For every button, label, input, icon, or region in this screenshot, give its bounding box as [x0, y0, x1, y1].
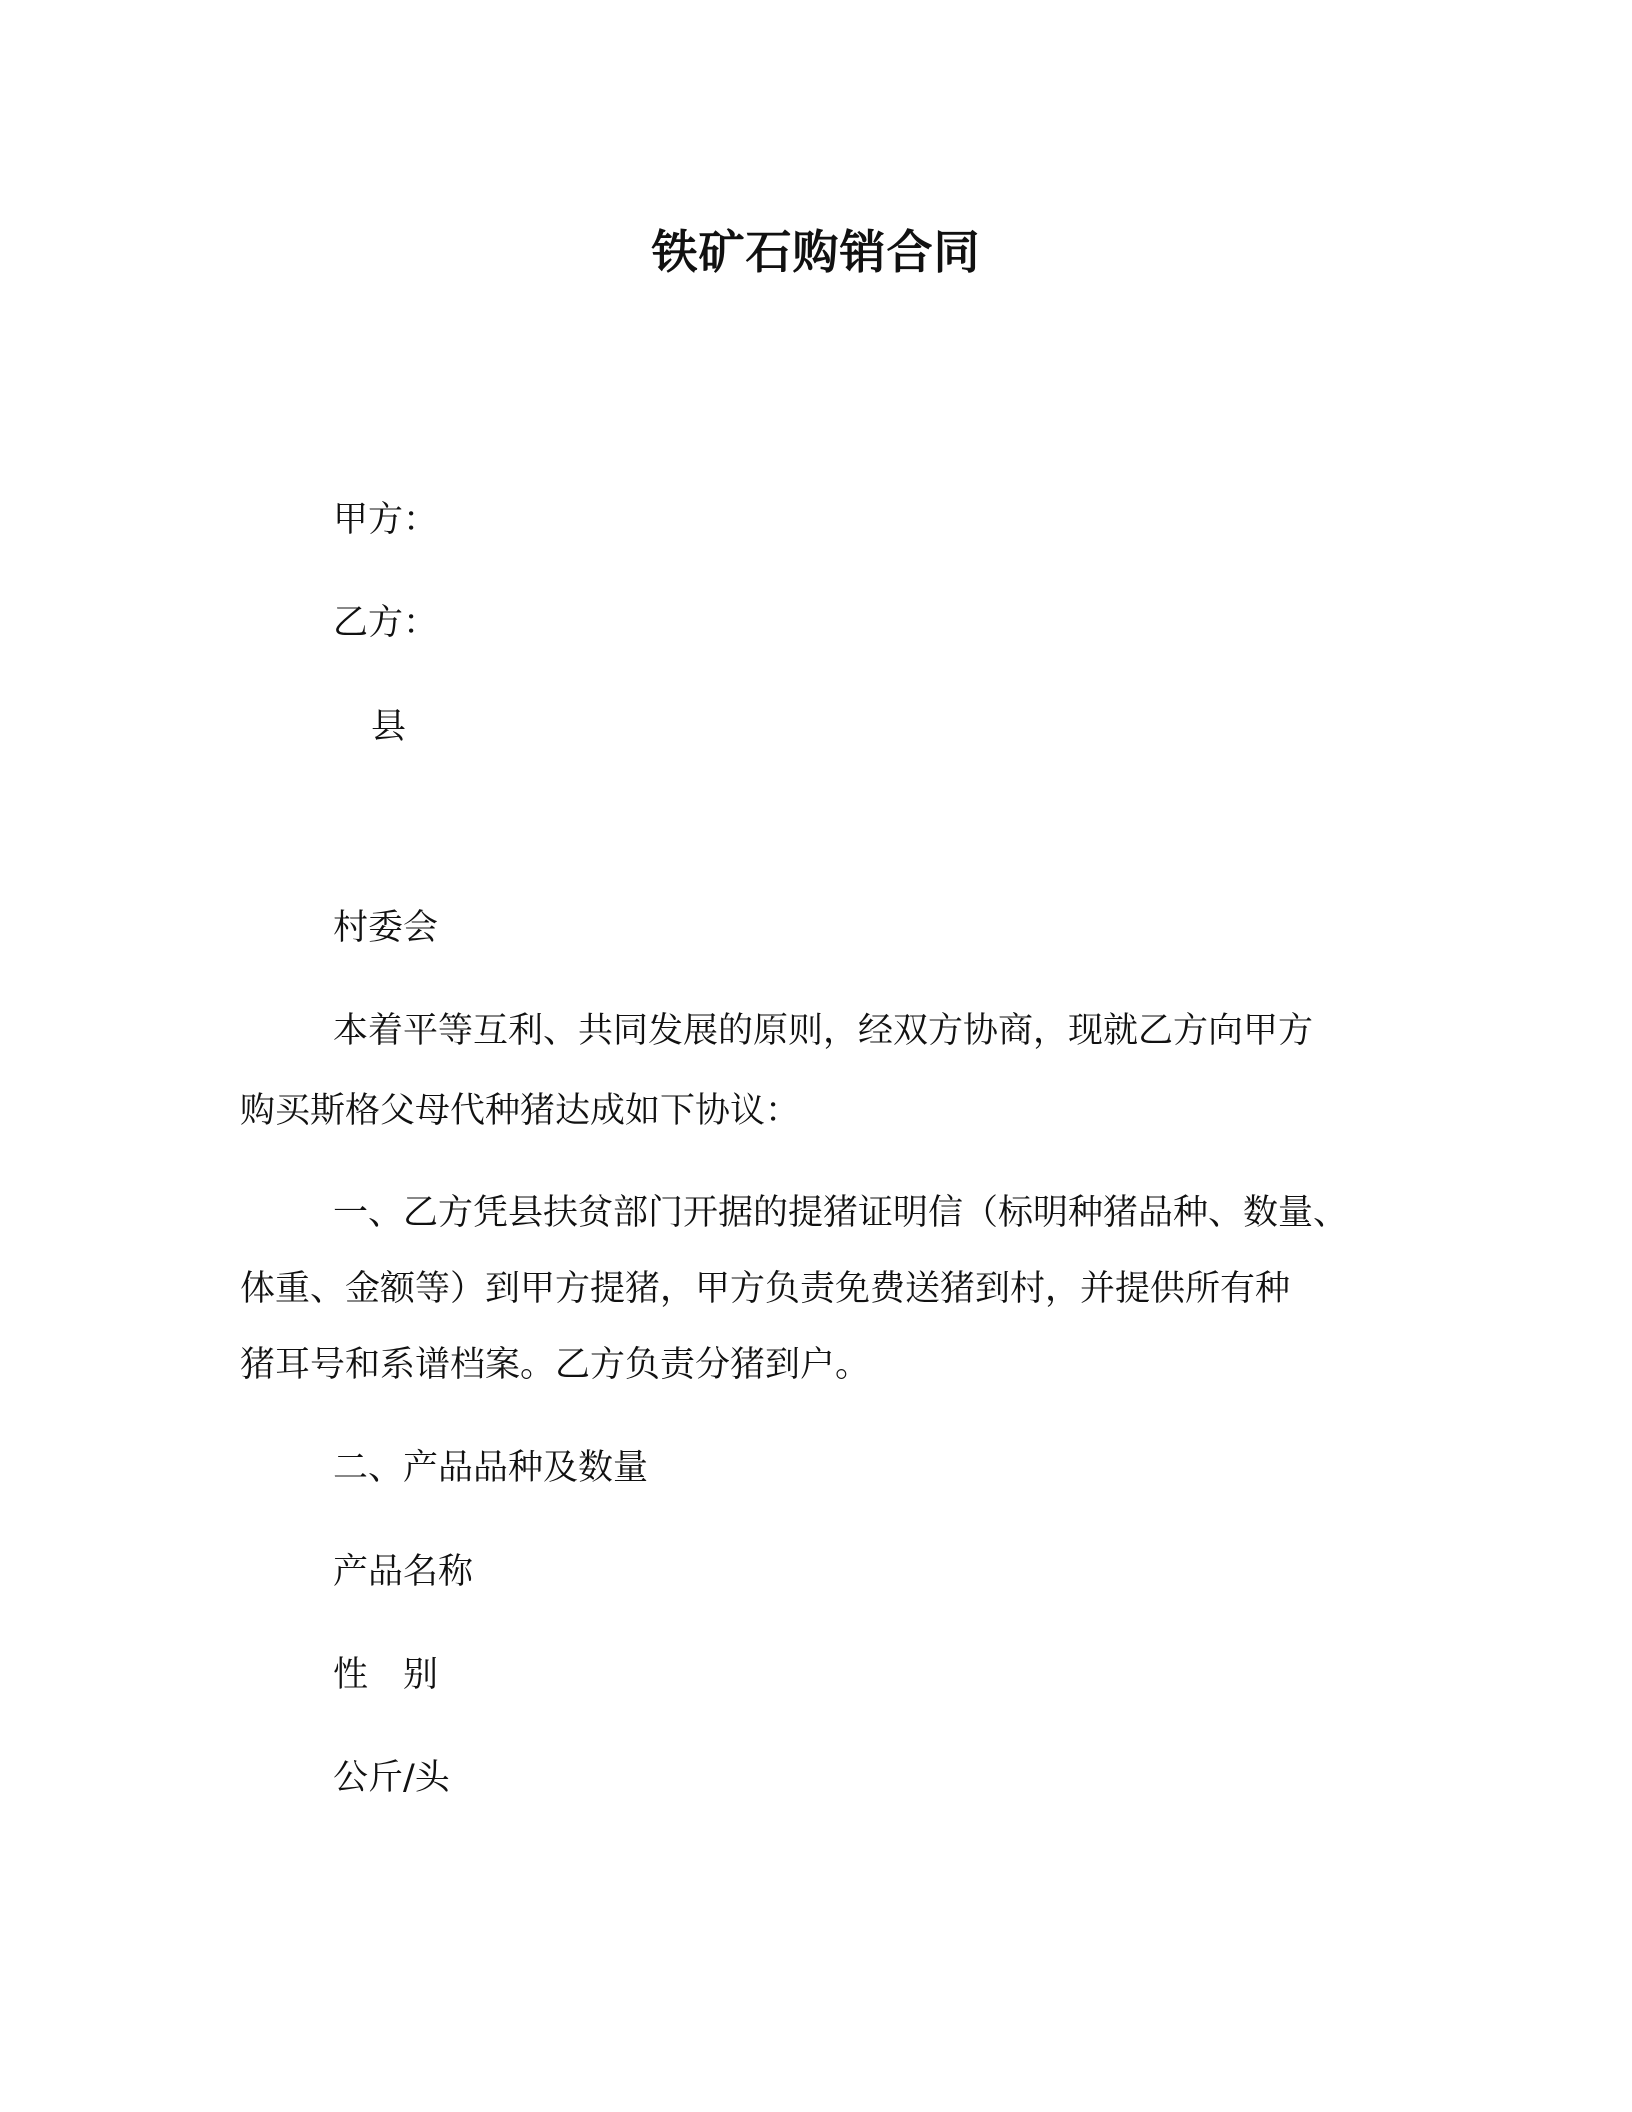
preamble-line-2: 购买斯格父母代种猪达成如下协议： [240, 1091, 801, 1131]
clause-2-heading: 二、产品品种及数量 [333, 1448, 649, 1488]
party-b-label: 乙方： [333, 603, 439, 643]
party-a-label: 甲方： [333, 500, 439, 540]
clause-1-line-1: 一、乙方凭县扶贫部门开据的提猪证明信（标明种猪品种、数量、 [333, 1193, 1349, 1233]
clause-1-line-3: 猪耳号和系谱档案。乙方负责分猪到户。 [240, 1345, 871, 1385]
preamble-line-1: 本着平等互利、共同发展的原则，经双方协商，现就乙方向甲方 [333, 1011, 1314, 1051]
document-title: 铁矿石购销合同 [651, 225, 981, 279]
product-name-field: 产品名称 [333, 1552, 474, 1592]
unit-field: 公斤/头 [333, 1758, 450, 1798]
village-committee-label: 村委会 [333, 908, 439, 948]
clause-1-line-2: 体重、金额等）到甲方提猪，甲方负责免费送猪到村，并提供所有种 [240, 1269, 1291, 1309]
county-label: 县 [371, 707, 407, 747]
gender-field: 性 别 [333, 1655, 439, 1695]
